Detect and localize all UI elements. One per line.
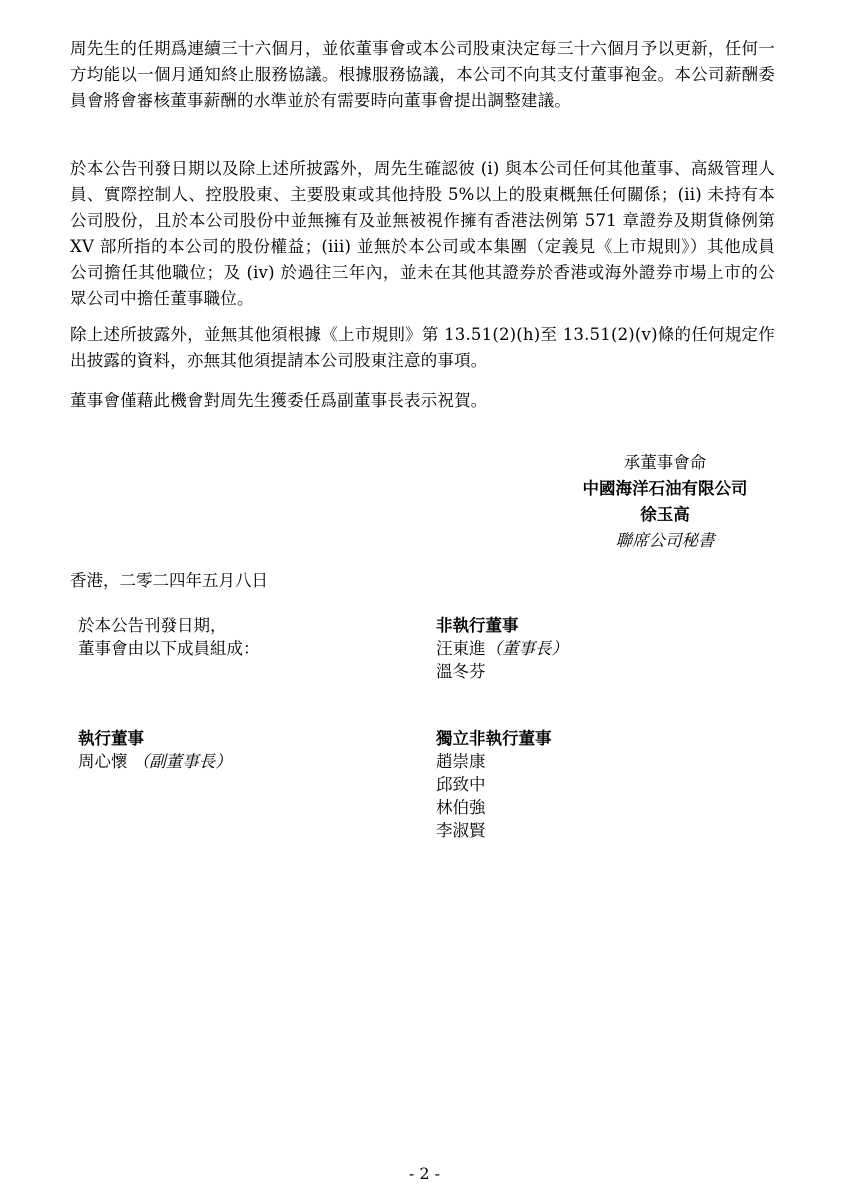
director-name: 趙崇康 bbox=[436, 752, 486, 771]
director-name: 林伯強 bbox=[436, 798, 486, 817]
non-executive-directors bbox=[436, 614, 568, 683]
director-name: 溫冬芬 bbox=[436, 662, 486, 681]
company-name: 中國海洋石油有限公司 bbox=[582, 479, 748, 498]
director-entry bbox=[436, 637, 568, 660]
board-intro-line: 於本公告刊發日期， bbox=[78, 616, 227, 635]
executive-directors bbox=[78, 727, 232, 773]
independent-non-executive-directors bbox=[436, 727, 552, 842]
paragraph-disclosure: 除上述所披露外，並無其他須根據《上市規則》第 13.51(2)(h)至 13.51(2)(v)條的任何規定作出披露的資料，亦無其他須提請本公司股東注意的事項。 bbox=[70, 325, 775, 370]
director-role: （董事長） bbox=[485, 639, 568, 658]
paragraph-term-of-service: 周先生的任期爲連續三十六個月，並依董事會或本公司股東決定每三十六個月予以更新，任何一方均能以一個月通知終止服務協議。根據服務協議，本公司不向其支付董事袍金。本公司薪酬委員會將會審核董事薪酬的水準並於有需要時向董事會提出調整建議。 bbox=[70, 39, 775, 110]
signoff-block bbox=[560, 450, 770, 554]
director-name: 邱致中 bbox=[436, 775, 486, 794]
paragraph-confirmation: 於本公告刊發日期以及除上述所披露外，周先生確認彼 (i) 與本公司任何其他董事、高級管理人員、實際控制人、控股股東、主要股東或其他持股 5%以上的股東概無任何關係；(ii) 未持有本公司股份，且於本公司股份中並無擁有及並無被視作擁有香港法例第 571 章證券及期貨條例第 XV 部所指的本公司的股份權益；(iii) 並無於本公司或本集團（定義見《上市規則》）其他成員公司擔任其他職位；及 (iv) 於過往三年內，並未在其他其證券於香港或海外證券市場上市的公眾公司中擔任董事職位。 bbox=[70, 159, 775, 308]
signoff-line: 承董事會命 bbox=[623, 453, 707, 472]
section-heading: 非執行董事 bbox=[436, 616, 519, 635]
page-number: - 2 - bbox=[408, 1164, 441, 1183]
director-role: （副董事長） bbox=[132, 752, 232, 771]
dateline: 香港，二零二四年五月八日 bbox=[70, 571, 268, 590]
signatory-title: 聯席公司秘書 bbox=[615, 531, 715, 550]
board-intro-line: 董事會由以下成員組成： bbox=[78, 639, 260, 658]
section-heading: 獨立非執行董事 bbox=[436, 729, 552, 748]
director-name: 周心懷 bbox=[78, 752, 128, 771]
director-name: 汪東進 bbox=[436, 639, 486, 658]
paragraph-congratulations: 董事會僅藉此機會對周先生獲委任爲副董事長表示祝賀。 bbox=[70, 391, 488, 410]
section-heading: 執行董事 bbox=[78, 729, 144, 748]
board-intro bbox=[78, 614, 260, 660]
signatory-name: 徐玉高 bbox=[640, 505, 690, 524]
director-entry bbox=[436, 660, 568, 683]
director-name: 李淑賢 bbox=[436, 821, 486, 840]
director-entry bbox=[78, 750, 232, 773]
